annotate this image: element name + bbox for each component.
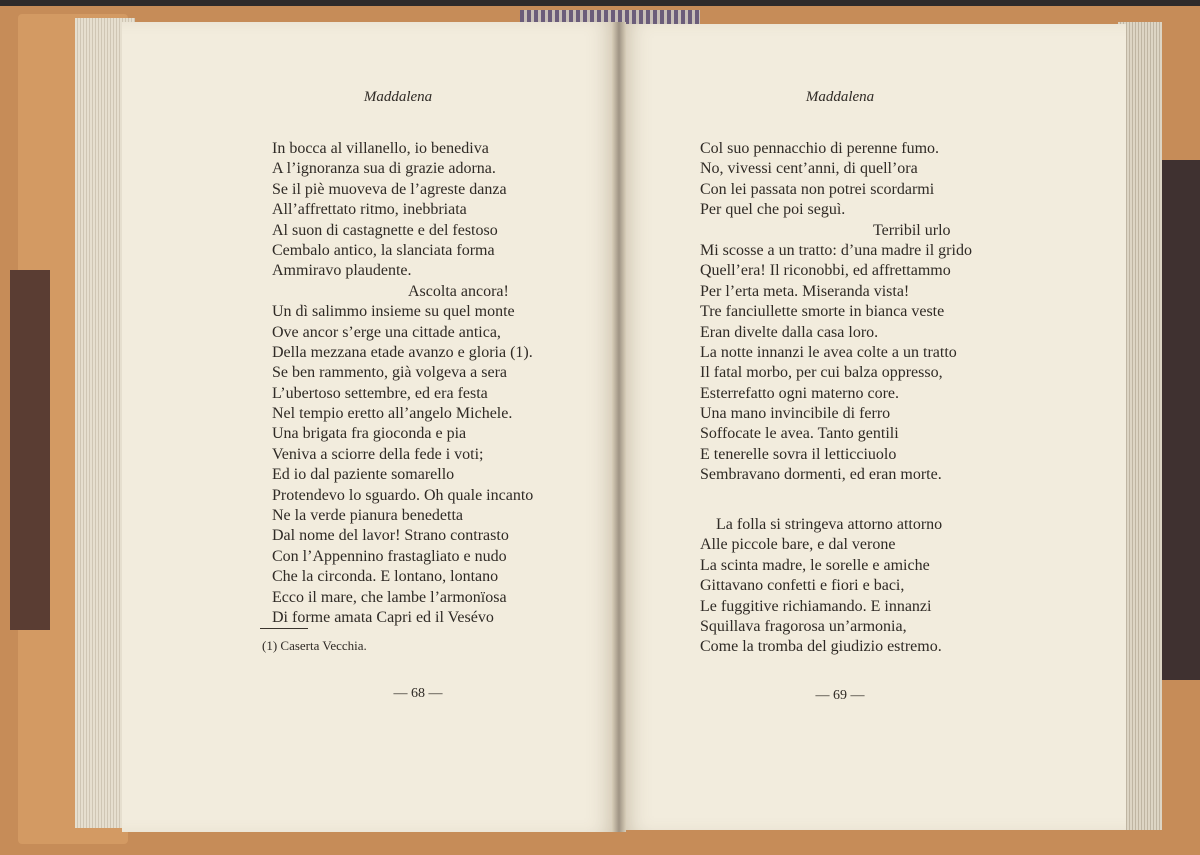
verse-line: Soffocate le avea. Tanto gentili xyxy=(700,425,899,443)
verse-line: Con lei passata non potrei scordarmi xyxy=(700,180,935,198)
poem-stanza-2-right xyxy=(700,515,942,658)
verse-line: Cembalo antico, la slanciata forma xyxy=(272,241,495,259)
verse-line: Al suon di castagnette e del festoso xyxy=(272,221,498,239)
verse-line: Ascolta ancora! xyxy=(408,282,509,300)
verse-line: Terribil urlo xyxy=(873,221,951,239)
verse-line: Ne la verde pianura benedetta xyxy=(272,507,464,525)
verse-line: Come la tromba del giudizio estremo. xyxy=(700,638,942,656)
verse-line: La notte innanzi le avea colte a un tratto xyxy=(700,343,957,361)
verse-line: Della mezzana etade avanzo e gloria (1). xyxy=(272,343,533,361)
verse-line: Protendevo lo sguardo. Oh quale incanto xyxy=(272,486,534,504)
verse-line: Ammiravo plaudente. xyxy=(272,262,412,280)
cover-corner-right xyxy=(1160,160,1200,680)
poem-stanza-1-right xyxy=(700,139,972,486)
verse-line: L’ubertoso settembre, ed era festa xyxy=(272,384,488,402)
verse-line: Alle piccole bare, e dal verone xyxy=(700,536,896,554)
running-header-left: Maddalena xyxy=(363,89,433,105)
verse-line: Ove ancor s’erge una cittade antica, xyxy=(272,323,501,341)
verse-line: Eran divelte dalla casa loro. xyxy=(700,323,879,341)
verse-line: La folla si stringeva attorno attorno xyxy=(716,516,943,533)
verse-line: Veniva a sciorre della fede i voti; xyxy=(272,445,484,463)
footnote: (1) Caserta Vecchia. xyxy=(262,638,367,653)
cover-corner-left xyxy=(10,270,50,630)
verse-line: A l’ignoranza sua di grazie adorna. xyxy=(272,160,496,178)
verse-line: Quell’era! Il riconobbi, ed affrettammo xyxy=(700,262,951,280)
verse-line: Le fuggitive richiamando. E innanzi xyxy=(700,597,932,615)
verse-line: Una mano invincibile di ferro xyxy=(700,405,891,423)
verse-line: Per quel che poi seguì. xyxy=(700,201,846,219)
verse-line: Che la circonda. E lontano, lontano xyxy=(272,568,499,586)
verse-line: Ed io dal paziente somarello xyxy=(272,466,455,484)
verse-line: Dal nome del lavor! Strano contrasto xyxy=(272,527,509,545)
verse-line: Squillava fragorosa un’armonia, xyxy=(700,617,907,635)
verse-line: Se il piè muoveva de l’agreste danza xyxy=(272,180,507,198)
verse-line: Di forme amata Capri ed il Vesévo xyxy=(272,608,494,626)
verse-line: Gittavano confetti e fiori e baci, xyxy=(700,577,905,595)
verse-line: Nel tempio eretto all’angelo Michele. xyxy=(272,405,513,423)
running-header-right: Maddalena xyxy=(805,89,875,105)
footnote-rule xyxy=(260,628,308,629)
page-number-right: — 69 — xyxy=(815,688,865,703)
verse-line: All’affrettato ritmo, inebbriata xyxy=(272,201,467,219)
verse-line: La scinta madre, le sorelle e amiche xyxy=(700,556,930,574)
book-gutter xyxy=(612,22,626,832)
verse-line: Se ben rammento, già volgeva a sera xyxy=(272,364,508,382)
verse-line: Il fatal morbo, per cui balza oppresso, xyxy=(700,364,943,382)
verse-line: Mi scosse a un tratto: d’una madre il grido xyxy=(700,241,972,259)
verse-line: No, vivessi cent’anni, di quell’ora xyxy=(700,160,918,178)
verse-line: E tenerelle sovra il letticciuolo xyxy=(700,445,897,463)
verse-line: Con l’Appennino frastagliato e nudo xyxy=(272,547,507,565)
verse-line: In bocca al villanello, io benediva xyxy=(272,140,489,157)
page-number-left: — 68 — xyxy=(393,686,443,701)
verse-line: Esterrefatto ogni materno core. xyxy=(700,384,900,402)
verse-line: Sembravano dormenti, ed eran morte. xyxy=(700,466,942,484)
verse-line: Per l’erta meta. Miseranda vista! xyxy=(700,282,910,300)
poem-text-left xyxy=(272,139,533,628)
verse-line: Una brigata fra gioconda e pia xyxy=(272,425,467,443)
verse-line: Un dì salimmo insieme su quel monte xyxy=(272,303,515,321)
verse-line: Col suo pennacchio di perenne fumo. xyxy=(700,140,940,157)
verse-line: Ecco il mare, che lambe l’armonïosa xyxy=(272,588,507,606)
verse-line: Tre fanciullette smorte in bianca veste xyxy=(700,303,945,321)
